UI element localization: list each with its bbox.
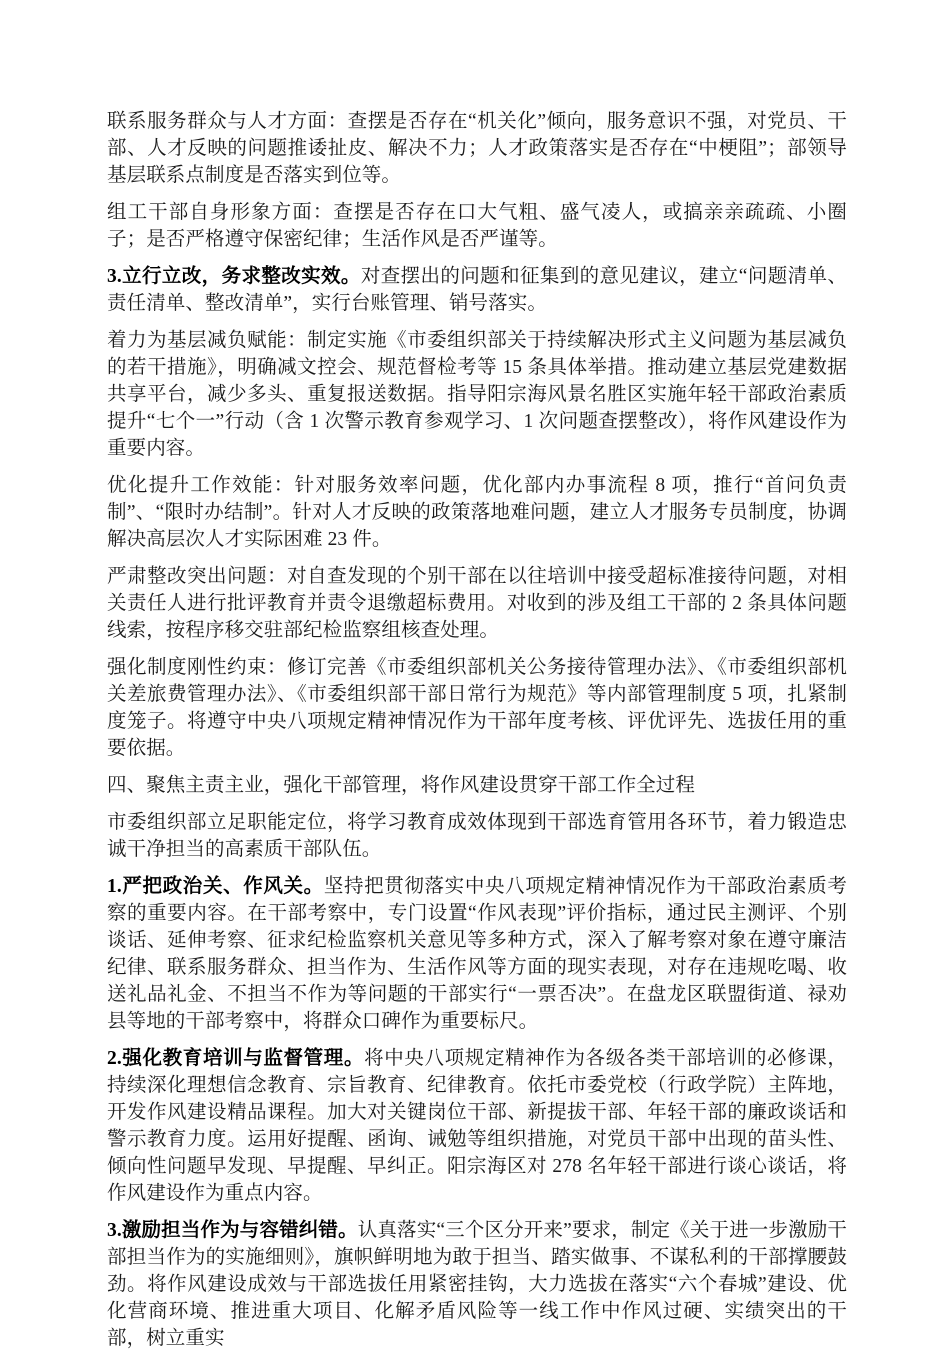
paragraph-text: 坚持把贯彻落实中央八项规定精神情况作为干部政治素质考察的重要内容。在干部考察中，专门设置“作风表现”评价指标，通过民主测评、个别谈话、延伸考察、征求纪检监察机关意见等多种方式，深入了解考察对象在遵守廉洁纪律、联系服务群众、担当作为、生活作风等方面的现实表现，对存在违规吃喝、收送礼品礼金、不担当不作为等问题的干部实行“一票否决”。在盘龙区联盟街道、禄劝县等地的干部考察中，将群众口碑作为重要标尺。 [107, 876, 847, 1032]
paragraph-youhua-gongzuo-xiaoneng [107, 472, 847, 553]
paragraph-text: 强化制度刚性约束：修订完善《市委组织部机关公务接待管理办法》、《市委组织部机关差旅费管理办法》、《市委组织部干部日常行为规范》等内部管理制度 5 项，扎紧制度笼子。将遵守中央八项规定精神情况作为干部年度考核、评优评先、选拔任用的重要依据。 [107, 657, 847, 759]
paragraph-text: 组工干部自身形象方面：查摆是否存在口大气粗、盛气凌人，或搞亲亲疏疏、小圈子；是否严格遵守保密纪律；生活作风是否严谨等。 [107, 202, 847, 250]
document-body [107, 108, 847, 1352]
section-heading-four [107, 772, 847, 799]
paragraph-text: 优化提升工作效能：针对服务效率问题，优化部内办事流程 8 项，推行“首问负责制”、“限时办结制”。针对人才反映的政策落地难问题，建立人才服务专员制度，协调解决高层次人才实际困难 23 件。 [107, 475, 847, 550]
paragraph-text: 认真落实“三个区分开来”要求，制定《关于进一步激励干部担当作为的实施细则》，旗帜鲜明地为敢于担当、踏实做事、不谋私利的干部撑腰鼓劲。将作风建设成效与干部选拔任用紧密挂钩，大力选拔在落实“六个春城”建设、优化营商环境、推进重大项目、化解矛盾风险等一线工作中作风过硬、实绩突出的干部，树立重实 [107, 1220, 847, 1349]
paragraph-yansu-zhenggai [107, 563, 847, 644]
paragraph-zugong-ganbu-xingxiang [107, 199, 847, 253]
paragraph-text: 对查摆出的问题和征集到的意见建议，建立“问题清单、责任清单、整改清单”，实行台账管理、销号落实。 [107, 266, 847, 314]
paragraph-1-yanba-zhengzhiguan [107, 873, 847, 1035]
paragraph-text: 市委组织部立足职能定位，将学习教育成效体现到干部选育管用各环节，着力锻造忠诚干净担当的高素质干部队伍。 [107, 812, 847, 860]
paragraph-lead: 3.立行立改，务求整改实效。 [107, 266, 361, 287]
paragraph-text: 严肃整改突出问题：对自查发现的个别干部在以往培训中接受超标准接待问题，对相关责任人进行批评教育并责令退缴超标费用。对收到的涉及组工干部的 2 条具体问题线索，按程序移交驻部纪检监察组核查处理。 [107, 566, 847, 641]
paragraph-lead: 1.严把政治关、作风关。 [107, 876, 324, 897]
paragraph-lead: 2.强化教育培训与监督管理。 [107, 1048, 365, 1069]
paragraph-3-lixing-ligai [107, 263, 847, 317]
paragraph-text: 四、聚焦主责主业，强化干部管理，将作风建设贯穿干部工作全过程 [107, 775, 696, 796]
paragraph-lianxi-fuwu-qunzhong [107, 108, 847, 189]
paragraph-jiceng-jianfu [107, 327, 847, 462]
paragraph-text: 着力为基层减负赋能：制定实施《市委组织部关于持续解决形式主义问题为基层减负的若干措施》，明确减文控会、规范督检考等 15 条具体举措。推动建立基层党建数据共享平台，减少多头、重复报送数据。指导阳宗海风景名胜区实施年轻干部政治素质提升“七个一”行动（含 1 次警示教育参观学习、1 次问题查摆整改），将作风建设作为重要内容。 [107, 330, 847, 459]
paragraph-text: 将中央八项规定精神作为各级各类干部培训的必修课，持续深化理想信念教育、宗旨教育、纪律教育。依托市委党校（行政学院）主阵地，开发作风建设精品课程。加大对关键岗位干部、新提拔干部、年轻干部的廉政谈话和警示教育力度。运用好提醒、函询、诫勉等组织措施，对党员干部中出现的苗头性、倾向性问题早发现、早提醒、早纠正。阳宗海区对 278 名年轻干部进行谈心谈话，将作风建设作为重点内容。 [107, 1048, 847, 1204]
paragraph-2-qianghua-jiaoyu-peixun [107, 1045, 847, 1207]
paragraph-text: 联系服务群众与人才方面：查摆是否存在“机关化”倾向，服务意识不强，对党员、干部、人才反映的问题推诿扯皮、解决不力；人才政策落实是否存在“中梗阻”；部领导基层联系点制度是否落实到位等。 [107, 111, 847, 186]
paragraph-3-jili-danda-zuowei [107, 1217, 847, 1352]
paragraph-shiwei-zuzhibu-lizu [107, 809, 847, 863]
paragraph-lead: 3.激励担当作为与容错纠错。 [107, 1220, 358, 1241]
paragraph-qianghua-zhidu [107, 654, 847, 762]
